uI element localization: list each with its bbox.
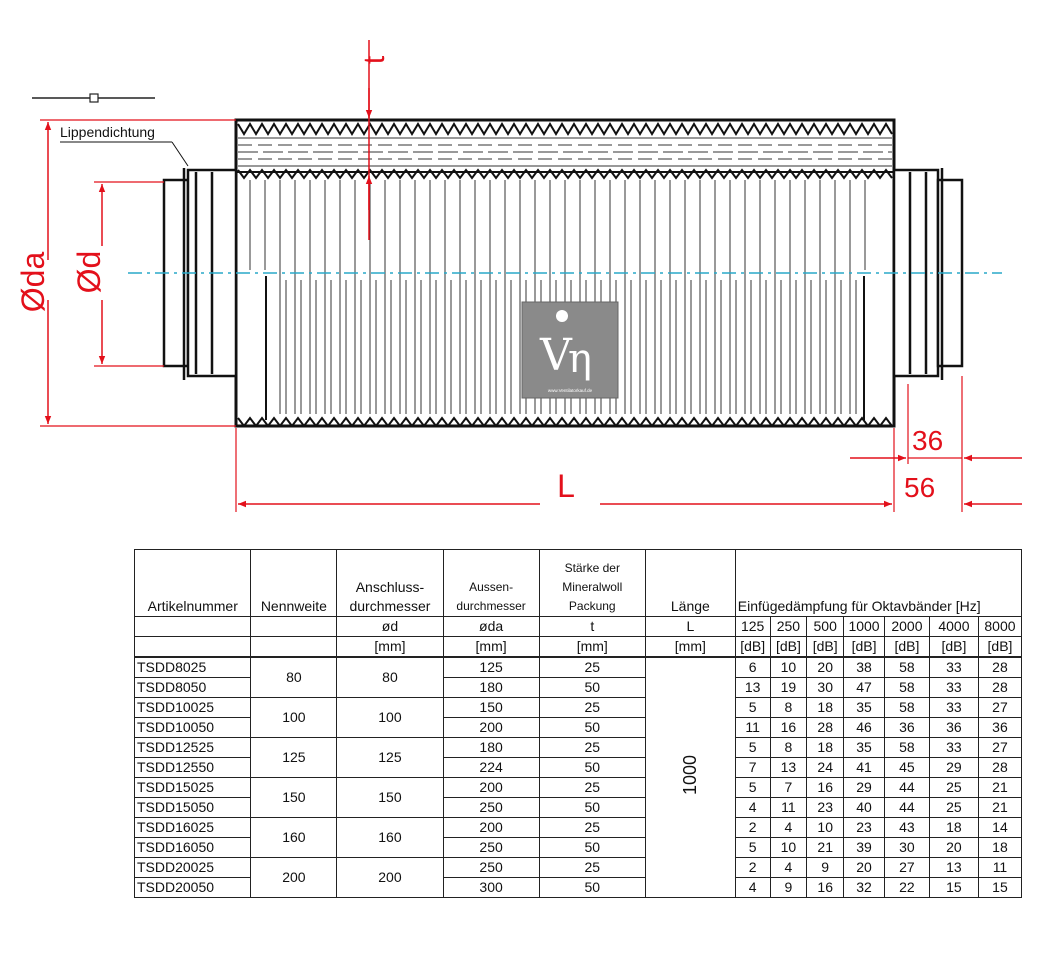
lip-seal-callout xyxy=(60,124,188,166)
spec-table xyxy=(134,549,1022,898)
svg-text:η: η xyxy=(568,336,592,382)
label-da: Øda xyxy=(15,251,51,313)
attenuation-cell: 7 xyxy=(770,778,807,798)
attenuation-cell: 8 xyxy=(770,738,807,758)
attenuation-cell: 44 xyxy=(884,798,929,818)
outer-diameter-cell: 250 xyxy=(443,858,539,878)
band-unit: [dB] xyxy=(807,637,844,658)
attenuation-cell: 4 xyxy=(770,858,807,878)
attenuation-cell: 15 xyxy=(978,878,1021,898)
detail-symbol xyxy=(32,94,155,102)
outer-diameter-cell: 300 xyxy=(443,878,539,898)
attenuation-cell: 20 xyxy=(807,657,844,678)
article-cell: TSDD20025 xyxy=(135,858,251,878)
thickness-cell: 25 xyxy=(539,657,645,678)
nominal-cell: 160 xyxy=(251,818,337,858)
attenuation-cell: 24 xyxy=(807,758,844,778)
header-outer: Aussen- durchmesser xyxy=(443,550,539,617)
header-article: Artikelnummer xyxy=(135,550,251,617)
thickness-cell: 25 xyxy=(539,858,645,878)
attenuation-cell: 5 xyxy=(735,838,770,858)
article-cell: TSDD15025 xyxy=(135,778,251,798)
attenuation-cell: 41 xyxy=(844,758,885,778)
symbol-thickness: t xyxy=(539,617,645,637)
attenuation-cell: 18 xyxy=(978,838,1021,858)
connection-cell: 125 xyxy=(337,738,443,778)
right-connection-spigot xyxy=(894,168,962,380)
thickness-cell: 25 xyxy=(539,778,645,798)
band-125: 125 xyxy=(735,617,770,637)
article-cell: TSDD16025 xyxy=(135,818,251,838)
band-unit: [dB] xyxy=(884,637,929,658)
attenuation-cell: 4 xyxy=(735,878,770,898)
attenuation-cell: 43 xyxy=(884,818,929,838)
label-d: Ød xyxy=(71,250,107,294)
attenuation-cell: 2 xyxy=(735,858,770,878)
logo xyxy=(522,302,618,398)
attenuation-cell: 11 xyxy=(770,798,807,818)
attenuation-cell: 18 xyxy=(807,698,844,718)
article-cell: TSDD16050 xyxy=(135,838,251,858)
connection-cell: 200 xyxy=(337,858,443,898)
attenuation-cell: 28 xyxy=(807,718,844,738)
attenuation-cell: 35 xyxy=(844,698,885,718)
attenuation-cell: 58 xyxy=(884,698,929,718)
attenuation-cell: 35 xyxy=(844,738,885,758)
unit-outer: [mm] xyxy=(443,637,539,658)
article-cell: TSDD10050 xyxy=(135,718,251,738)
attenuation-cell: 11 xyxy=(978,858,1021,878)
attenuation-cell: 13 xyxy=(770,758,807,778)
attenuation-cell: 10 xyxy=(770,838,807,858)
attenuation-cell: 5 xyxy=(735,778,770,798)
unit-row xyxy=(135,637,1022,658)
attenuation-cell: 21 xyxy=(978,798,1021,818)
band-8000: 8000 xyxy=(978,617,1021,637)
nominal-cell: 80 xyxy=(251,657,337,698)
logo-text: www.Ventilatorkauf.de xyxy=(547,388,593,393)
attenuation-cell: 15 xyxy=(929,878,978,898)
attenuation-cell: 45 xyxy=(884,758,929,778)
attenuation-cell: 28 xyxy=(978,657,1021,678)
thickness-cell: 50 xyxy=(539,798,645,818)
attenuation-cell: 28 xyxy=(978,758,1021,778)
attenuation-cell: 27 xyxy=(978,738,1021,758)
attenuation-cell: 25 xyxy=(929,778,978,798)
outer-diameter-cell: 250 xyxy=(443,838,539,858)
attenuation-cell: 8 xyxy=(770,698,807,718)
attenuation-cell: 23 xyxy=(807,798,844,818)
attenuation-cell: 4 xyxy=(735,798,770,818)
table-row xyxy=(135,778,1022,798)
band-250: 250 xyxy=(770,617,807,637)
connection-cell: 160 xyxy=(337,818,443,858)
article-cell: TSDD20050 xyxy=(135,878,251,898)
attenuation-cell: 47 xyxy=(844,678,885,698)
attenuation-cell: 29 xyxy=(844,778,885,798)
header-connection: Anschluss- durchmesser xyxy=(337,550,443,617)
article-cell: TSDD12550 xyxy=(135,758,251,778)
band-unit: [dB] xyxy=(770,637,807,658)
article-cell: TSDD10025 xyxy=(135,698,251,718)
thickness-cell: 50 xyxy=(539,838,645,858)
attenuation-cell: 58 xyxy=(884,738,929,758)
attenuation-cell: 30 xyxy=(807,678,844,698)
band-unit: [dB] xyxy=(978,637,1021,658)
outer-diameter-cell: 125 xyxy=(443,657,539,678)
band-unit: [dB] xyxy=(735,637,770,658)
outer-diameter-cell: 150 xyxy=(443,698,539,718)
attenuation-cell: 21 xyxy=(807,838,844,858)
connection-cell: 80 xyxy=(337,657,443,698)
nominal-cell: 150 xyxy=(251,778,337,818)
attenuation-cell: 20 xyxy=(844,858,885,878)
attenuation-cell: 30 xyxy=(884,838,929,858)
attenuation-cell: 33 xyxy=(929,738,978,758)
article-cell: TSDD8025 xyxy=(135,657,251,678)
attenuation-cell: 27 xyxy=(978,698,1021,718)
label-56: 56 xyxy=(904,472,936,503)
header-thickness: Stärke der Mineralwoll Packung xyxy=(539,550,645,617)
left-connection-spigot xyxy=(164,168,236,380)
attenuation-cell: 27 xyxy=(884,858,929,878)
thickness-cell: 50 xyxy=(539,878,645,898)
label-lip-seal: Lippendichtung xyxy=(60,124,155,140)
outer-diameter-cell: 180 xyxy=(443,738,539,758)
table-row xyxy=(135,738,1022,758)
attenuation-cell: 11 xyxy=(735,718,770,738)
thickness-cell: 50 xyxy=(539,758,645,778)
attenuation-cell: 16 xyxy=(807,878,844,898)
connection-cell: 100 xyxy=(337,698,443,738)
table-row xyxy=(135,858,1022,878)
attenuation-cell: 13 xyxy=(735,678,770,698)
attenuation-cell: 16 xyxy=(770,718,807,738)
thickness-cell: 50 xyxy=(539,678,645,698)
length-value: 1000 xyxy=(679,755,700,796)
attenuation-cell: 10 xyxy=(770,657,807,678)
attenuation-cell: 40 xyxy=(844,798,885,818)
attenuation-cell: 58 xyxy=(884,657,929,678)
attenuation-cell: 21 xyxy=(978,778,1021,798)
nominal-cell: 200 xyxy=(251,858,337,898)
attenuation-cell: 28 xyxy=(978,678,1021,698)
header-length: Länge xyxy=(645,550,735,617)
attenuation-cell: 25 xyxy=(929,798,978,818)
symbol-row xyxy=(135,617,1022,637)
outer-diameter-cell: 180 xyxy=(443,678,539,698)
attenuation-cell: 16 xyxy=(807,778,844,798)
attenuation-cell: 36 xyxy=(884,718,929,738)
attenuation-cell: 44 xyxy=(884,778,929,798)
article-cell: TSDD12525 xyxy=(135,738,251,758)
length-cell xyxy=(645,657,735,898)
attenuation-cell: 5 xyxy=(735,698,770,718)
thickness-cell: 25 xyxy=(539,818,645,838)
attenuation-cell: 33 xyxy=(929,657,978,678)
attenuation-cell: 20 xyxy=(929,838,978,858)
attenuation-cell: 33 xyxy=(929,678,978,698)
attenuation-cell: 14 xyxy=(978,818,1021,838)
connection-cell: 150 xyxy=(337,778,443,818)
attenuation-cell: 13 xyxy=(929,858,978,878)
attenuation-cell: 18 xyxy=(929,818,978,838)
band-4000: 4000 xyxy=(929,617,978,637)
attenuation-cell: 9 xyxy=(807,858,844,878)
outer-diameter-cell: 200 xyxy=(443,818,539,838)
attenuation-cell: 19 xyxy=(770,678,807,698)
attenuation-cell: 4 xyxy=(770,818,807,838)
attenuation-cell: 58 xyxy=(884,678,929,698)
dimension-d xyxy=(71,182,164,366)
attenuation-cell: 10 xyxy=(807,818,844,838)
attenuation-cell: 5 xyxy=(735,738,770,758)
article-cell: TSDD8050 xyxy=(135,678,251,698)
article-cell: TSDD15050 xyxy=(135,798,251,818)
attenuation-cell: 38 xyxy=(844,657,885,678)
thickness-cell: 25 xyxy=(539,698,645,718)
label-t: t xyxy=(358,55,391,65)
nominal-cell: 100 xyxy=(251,698,337,738)
table-row xyxy=(135,818,1022,838)
attenuation-cell: 7 xyxy=(735,758,770,778)
unit-connection: [mm] xyxy=(337,637,443,658)
thickness-cell: 25 xyxy=(539,738,645,758)
attenuation-cell: 46 xyxy=(844,718,885,738)
unit-thickness: [mm] xyxy=(539,637,645,658)
band-2000: 2000 xyxy=(884,617,929,637)
attenuation-cell: 18 xyxy=(807,738,844,758)
attenuation-cell: 29 xyxy=(929,758,978,778)
symbol-length: L xyxy=(645,617,735,637)
attenuation-cell: 23 xyxy=(844,818,885,838)
unit-length: [mm] xyxy=(645,637,735,658)
outer-diameter-cell: 200 xyxy=(443,778,539,798)
label-36: 36 xyxy=(912,425,944,456)
attenuation-cell: 39 xyxy=(844,838,885,858)
header-row xyxy=(135,550,1022,617)
table-row xyxy=(135,698,1022,718)
symbol-outer: øda xyxy=(443,617,539,637)
outer-diameter-cell: 200 xyxy=(443,718,539,738)
header-attenuation: Einfügedämpfung für Oktavbänder [Hz] xyxy=(735,550,1021,617)
table-row xyxy=(135,657,1022,678)
header-nominal: Nennweite xyxy=(251,550,337,617)
attenuation-cell: 36 xyxy=(978,718,1021,738)
attenuation-cell: 2 xyxy=(735,818,770,838)
dimension-L xyxy=(236,428,894,512)
label-L: L xyxy=(557,468,575,504)
symbol-connection: ød xyxy=(337,617,443,637)
attenuation-cell: 6 xyxy=(735,657,770,678)
attenuation-cell: 36 xyxy=(929,718,978,738)
band-unit: [dB] xyxy=(929,637,978,658)
band-500: 500 xyxy=(807,617,844,637)
nominal-cell: 125 xyxy=(251,738,337,778)
outer-diameter-cell: 224 xyxy=(443,758,539,778)
attenuation-cell: 9 xyxy=(770,878,807,898)
attenuation-cell: 32 xyxy=(844,878,885,898)
svg-text:V: V xyxy=(540,330,572,381)
thickness-cell: 50 xyxy=(539,718,645,738)
outer-diameter-cell: 250 xyxy=(443,798,539,818)
attenuation-cell: 22 xyxy=(884,878,929,898)
band-unit: [dB] xyxy=(844,637,885,658)
band-1000: 1000 xyxy=(844,617,885,637)
attenuation-cell: 33 xyxy=(929,698,978,718)
